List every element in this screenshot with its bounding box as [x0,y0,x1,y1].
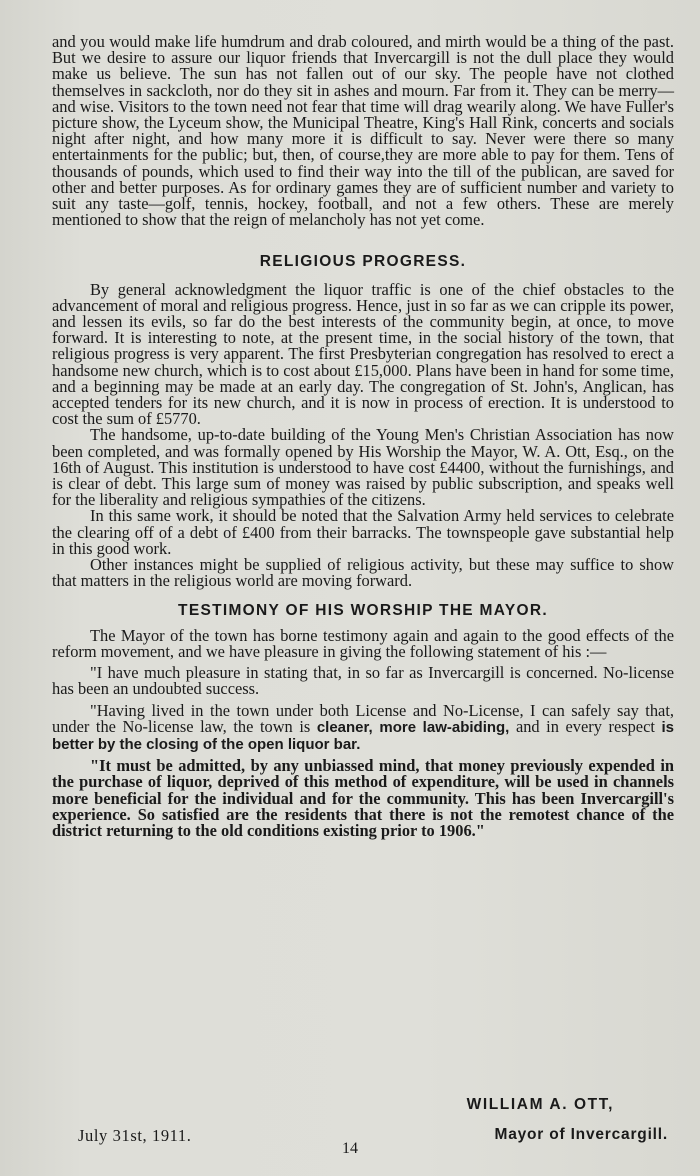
testimony-paragraph-2: "I have much pleasure in stating that, in so far as Invercargill is concerned. No-license has been an undoubted success. [52,663,674,699]
signature-name: WILLIAM A. OTT, [466,1096,614,1113]
religious-progress-heading: RELIGIOUS PROGRESS. [259,253,467,271]
testimony-p3-text-a: "Having lived in the town under both License and No-License, I can safely say that, under the No-license law, the town is [52,700,674,736]
testimony-heading: TESTIMONY OF HIS WORSHIP THE MAYOR. [178,601,548,619]
signature-date: July 31st, 1911. [78,1126,192,1145]
signature-title: Mayor of Invercargill. [494,1126,668,1143]
religious-paragraph-1: By general acknowledgment the liquor traffic is one of the chief obstacles to the advancement of moral and religious progress. Hence, just in so far as we can cripple its power, and lessen its evils, so far do the best interests of the community begin, at once, to move forward. It is interesting to note, at the present time, in the social history of the town, that religious progress is very apparent. The first Presbyterian congregation has resolved to erect a handsome new church, which is to cost about £15,000. Plans have been in hand for some time, and a beginning may be made at an early day. The congregation of St. John's, Anglican, has accepted tenders for its new church, and it is now in process of erection. It is understood to cost the sum of £5770. [52,279,674,429]
testimony-p3-bold-1: cleaner, more law-abiding, [316,718,510,736]
testimony-p3-text-c: and in every respect [509,716,662,736]
testimony-p3-bold-2: is better by the closing of the open liquor bar. [52,718,674,753]
intro-paragraph: and you would make life humdrum and drab coloured, and mirth would be a thing of the past. But we desire to assure our liquor friends that Invercargill is not the dull place they would make us believe. The sun has not fallen out of our sky. The people have not clothed themselves in sackcloth, nor do they sit in ashes and mourn. Far from it. They can be merry—and wise. Visitors to the town need not fear that time will drag wearily along. We have Fuller's picture show, the Lyceum show, the Municipal Theatre, King's Hall Rink, concerts and socials night after night, and how many more it is difficult to say. Never were there so many entertainments for the public; but, then, of course,they are more able to pay for them. Tens of thousands of pounds, which used to find their way into the till of the publican, are saved for other and better purposes. As for ordinary games they are of sufficient number and variety to suit any taste—golf, tennis, hockey, football, and not a few others. These are merely mentioned to show that the reign of melancholy has not yet come. [52,32,674,230]
page-number: 14 [342,1140,358,1157]
testimony-paragraph-1: The Mayor of the town has borne testimony again and again to the good effects of the reform movement, and we have pleasure in giving the following statement of his :— [52,625,674,661]
religious-paragraph-4: Other instances might be supplied of religious activity, but these may suffice to show that matters in the religious world are moving forward. [52,555,674,591]
text-column [52,34,674,839]
testimony-paragraph-3 [52,700,674,754]
religious-paragraph-3: In this same work, it should be noted that the Salvation Army held services to celebrate the clearing off of a debt of £400 from their barracks. The townspeople gave substantial help in this good work. [52,506,674,558]
testimony-paragraph-4: "It must be admitted, by any unbiassed mind, that money previously expended in the purchase of liquor, deprived of this method of expenditure, will be used in channels more beneficial for the individual and for the community. This has been Invercargill's experience. So satisfied are the residents that there is not the remotest chance of the district returning to the old conditions existing prior to 1906." [52,756,674,840]
religious-paragraph-2: The handsome, up-to-date building of the Young Men's Christian Association has now been completed, and was formally opened by His Worship the Mayor, W. A. Ott, Esq., on the 16th of August. This institution is understood to have cost £4400, without the furnishings, and is clear of debt. This large sum of money was raised by public subscription, and speaks well for the liberality and religious sympathies of the citizens. [52,425,674,510]
